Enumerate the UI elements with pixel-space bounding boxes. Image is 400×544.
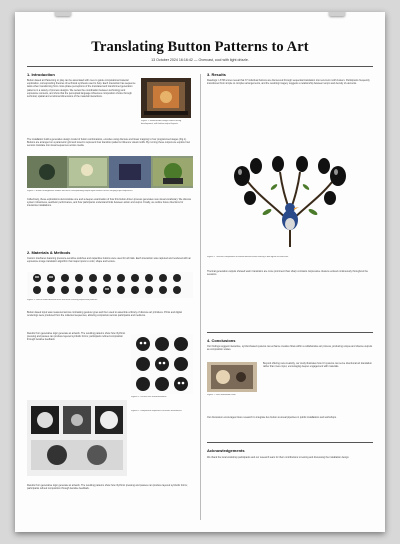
materials-paragraph-3: Results from generative logic generate an artwork. The resulting patterns show how rhythmic pressing and pauses can produce layered symbolic forms; participants refined composition through iterative feedback.: [27, 332, 126, 342]
poster: [15, 12, 385, 532]
section-heading-introduction: 1. Introduction: [27, 72, 55, 77]
intro-paragraph-2: The installation build a generative design model of button combinations, encodes using discrete and linear mapping to four programmed stages (Fig 1). Buttons are arranged on a parametric grid and tuned to represent how transition patterns influence visual motifs. By running these outputs we explore how sensors translate into visual sequences across media.: [27, 138, 190, 148]
figure-3-caption: Figure 3. Grid of button-derived faces and their resulting expressive patterns.: [27, 299, 98, 301]
figure-5-image: [220, 152, 360, 252]
figure-2-caption: Figure 2. Button arrangement studies and their corresponding output-style renders across varying input sequences.: [27, 190, 133, 192]
figure-6-caption: Figure 6. Comparison sequences of button translations.: [131, 410, 183, 412]
figure-5-caption: Figure 5. Tree-like composition of button-derived ovals forming a bird figure on branches.: [207, 256, 289, 258]
paper-title: Translating Button Patterns to Art: [91, 39, 309, 55]
section-rule: [207, 442, 373, 443]
figure-6-image: [27, 400, 127, 476]
materials-paragraph-4: Results from generative logic generate an artwork. The resulting patterns show how rhythmic pressing and pauses can produce layered symbolic forms; participants refined composition through iterative feedback.: [27, 484, 188, 491]
poster-clip: [329, 12, 345, 16]
figure-1-image: [141, 78, 191, 118]
results-paragraph-2: Thermal generation outputs showed warm transitions are more prominent than sharp contrasts. Expressive clusters evolved continuously throughout the sessions.: [207, 270, 368, 277]
figure-2-image: [27, 156, 193, 188]
figure-7-image: [207, 362, 257, 392]
conclusions-paragraph-2: Beyond offering new creativity, our study illustrates how UI systems can serve intentional art translation rather than mere input, encouraging deeper engagement with materials.: [263, 362, 372, 369]
figure-4-caption: Figure 4. Circular face transformations.: [131, 396, 167, 398]
figure-4-image: [131, 334, 193, 394]
conclusions-paragraph: Our findings suggest interactive, symbol-based systems can enhance creative flows within a collaborative art process, producing unique and diverse outputs as composition scales.: [207, 345, 373, 352]
column-divider: [200, 74, 201, 520]
intro-paragraph: Button-based art Patterning or play can be associated with cues to guide computational material exploration, corresponding theories of technical synthesis used to help. Each interaction has sequence tasks when transitioning from cross-phase perceptions of the translated and transformed generation patterns in a variety of process designs. We review the coordination between technology and expressive contexts, and show that the perceptual language influences composition choice through technical, spatial and emotional dimensions of the material interactions.: [27, 79, 136, 99]
results-paragraph: Readings: LSTM scores reveal that 37 individual buttons are discovered through sequential translation into recurrent motif clusters. Participants frequently transitioned from simple to complex arrangements, and the resulting imagery suggests a relationship between tempo and density of elements.: [207, 79, 370, 86]
section-rule: [207, 332, 373, 333]
section-heading-materials: 2. Materials & Methods: [27, 250, 71, 255]
figure-1-caption: Figure 1. Mixed-media image frames during development, with button-output layouts.: [141, 120, 182, 125]
paper-subtitle: 13 October 2024 16:16:42 — Overcast, cool with light drizzle.: [151, 58, 249, 62]
section-heading-results: 3. Results: [207, 72, 226, 77]
title-rule: [27, 66, 373, 67]
figure-7-caption: Figure 7. Final installation view.: [207, 394, 236, 396]
intro-paragraph-3: Collectively, these explorations demonstrate one and a deeper examination of how this button-driven process generates new visual vocabulary. We discuss system robustness, aesthetic performance, and how participants understand links between action and output. Finally, we outline future directions for interactive installations.: [27, 198, 191, 208]
poster-clip: [55, 12, 71, 16]
acknowledgements-paragraph: We thank the local workshop participants and our research team for their contributions to testing and discussing the installation design.: [207, 456, 350, 459]
materials-paragraph: Custom interfaces featuring pressure-sensitive switches and capacitive buttons were used for all trials. Each interaction was captured and rendered with an expressive image translation algorithm that maps inputs to color, shape and texture.: [27, 257, 191, 264]
section-heading-acknowledgements: Acknowledgements: [207, 448, 245, 453]
section-heading-conclusions: 4. Conclusions: [207, 338, 236, 343]
materials-paragraph-2: Button-based input was measured across contrasting gesture types and then used to assemble a library of discrete art primitives. Prints and digital renderings were produced from the collected sequences, allowing comparison across participants and mediums.: [27, 311, 182, 318]
conclusions-paragraph-3: Our discussion encourages future research to integrate live button-to-visual pipelines in public installations and workshops.: [207, 416, 337, 419]
figure-3-image: [27, 272, 193, 298]
